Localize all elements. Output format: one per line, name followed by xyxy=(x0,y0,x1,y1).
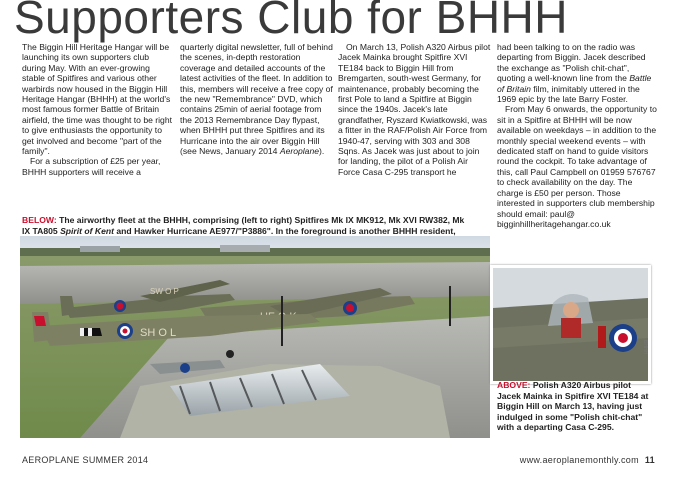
page-number: 11 xyxy=(644,455,655,465)
inset-photo-pilot xyxy=(490,265,651,384)
airfield-scene xyxy=(20,236,490,438)
caption-below-text-a: The airworthy fleet at the BHHH, comprising (left to right) Spitfires Mk IX MK912, Mk XVI RW382, Mk IX TA805 xyxy=(22,215,465,236)
caption-above-lead: ABOVE: xyxy=(497,380,531,390)
column-4 xyxy=(497,42,657,229)
caption-below-text-b: and Hawker Hurricane AE977/"P3886". In the foreground is another BHHH resident, xyxy=(116,225,456,236)
col4-italic-film: Battle of Britain xyxy=(497,73,652,94)
column-2 xyxy=(180,42,333,212)
col3-paragraph-1: On March 13, Polish A320 Airbus pilot Jacek Mainka brought Spitfire XVI TE184 back to Biggin Hill from Bremgarten, south-west Germany, for maintenance, probably becoming the first Pole to land a Spitfire at Biggin since the 1940s. Jacek's late grandfather, Ryszard Kwiatkowski, was a fitter in the RAF/Polish Air Force from 1940-47, serving with 303 and 308 Sqns. As Jacek was just about to join for landing, the pilot of a Polish Air Force Casa C-295 transport he xyxy=(338,42,491,177)
col1-paragraph-1: The Biggin Hill Heritage Hangar will be launching its own supporters club during May. With an ever-growing stable of Spitfires and various other warbirds now housed in the Biggin Hill Heritage Hangar (BHHH) at the world's most famous former Battle of Britain airfield, the time was thought to be right to give enthusiasts the opportunity to get involved and become "part of the family". xyxy=(22,42,172,157)
col1-paragraph-2: For a subscription of £25 per year, BHHH supporters will receive a xyxy=(22,156,161,177)
column-3 xyxy=(338,42,491,177)
plane3-code: SW O P xyxy=(150,287,179,296)
column-1 xyxy=(22,42,175,212)
col2-paragraph-1 xyxy=(180,42,333,156)
footer-right xyxy=(520,455,655,465)
col4-text-b: film, inimitably uttered in the 1969 epic by the late Barry Foster. xyxy=(497,83,640,105)
col4-paragraph-1 xyxy=(497,42,657,104)
col2-italic-aeroplane: Aeroplane xyxy=(279,146,320,157)
plane1-code: SH O L xyxy=(140,327,177,339)
col2-text-a: quarterly digital newsletter, full of behind the scenes, in-depth restoration coverage and detailed accounts of the latest activities of the fleet. In addition to this, members will receive a free copy of the new "Remembrance" DVD, which contains 25min of aerial footage from the 2013 Remembrance Day flypast, when BHHH put three Spitfires and its Hurricane into the air over Biggin Hill (see News, January 2014 xyxy=(180,42,333,157)
pilot-in-cockpit-scene xyxy=(493,268,648,381)
caption-below-italic: Spirit of Kent xyxy=(60,225,115,236)
main-photo-spitfire-fleet xyxy=(20,236,490,438)
col4-paragraph-2: From May 6 onwards, the opportunity to sit in a Spitfire at BHHH will be now available on weekdays – in addition to the monthly special weekend events – with dedicated staff on hand to guide visitors round the cockpit. To take advantage of this, call Paul Campbell on 01959 576767 to check availability on the day. The charge is £50 per person. Those interested in supporters club membership should email: paul@ bigginhillheritagehangar.co.uk xyxy=(497,104,657,229)
col4-text-a: had been talking to on the radio was departing from Biggin. Jacek described the exchange as "Polish chit-chat", quoting a well-known line from the xyxy=(497,42,646,84)
photo-credit: BHHH xyxy=(642,340,648,355)
caption-below-lead: BELOW: xyxy=(22,215,57,225)
caption-above xyxy=(497,380,657,433)
footer-url[interactable]: www.aeroplanemonthly.com xyxy=(519,455,639,465)
headline: Supporters Club for BHHH xyxy=(14,0,568,43)
col2-text-b: ). xyxy=(319,146,325,157)
caption-above-text: Polish A320 Airbus pilot Jacek Mainka in Spitfire XVI TE184 at Biggin Hill on March 13, having just indulged in some "Polish chit-chat" with a departing Casa C-295. xyxy=(497,380,649,433)
footer-magazine-issue: AEROPLANE SUMMER 2014 xyxy=(22,455,149,465)
